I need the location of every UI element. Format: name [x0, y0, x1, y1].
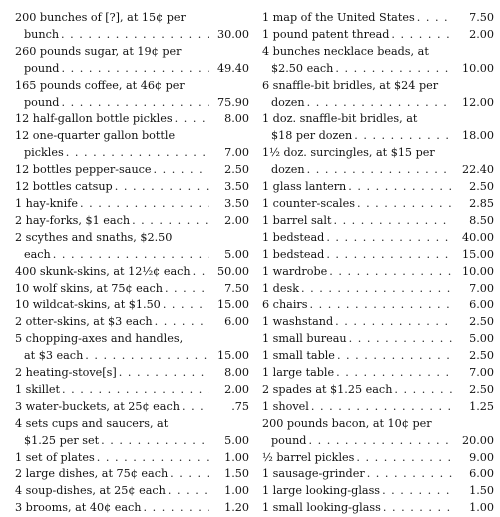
- item-amount: 1.00: [469, 501, 494, 515]
- leader-dots: [61, 27, 209, 44]
- list-item: [15, 483, 249, 500]
- list-item: [262, 10, 494, 27]
- item-amount: .75: [231, 399, 249, 413]
- item-description: pound: [24, 61, 60, 75]
- item-line: [15, 61, 249, 78]
- item-line: [262, 111, 494, 128]
- item-description: 3 brooms, at 40¢ each: [15, 501, 142, 515]
- list-item: [262, 281, 494, 298]
- item-description: 1 set of plates: [15, 450, 95, 464]
- item-line: [262, 27, 494, 44]
- item-amount: 75.90: [216, 95, 249, 109]
- list-item: [15, 450, 249, 467]
- leader-dots: [85, 348, 209, 365]
- leader-dots: [307, 95, 452, 112]
- item-description: 4 soup-dishes, at 25¢ each: [15, 484, 166, 498]
- item-description: 260 pounds sugar, at 19¢ per: [15, 44, 182, 58]
- leader-dots: [308, 433, 452, 450]
- item-line: [262, 78, 494, 95]
- list-item: [262, 179, 494, 196]
- item-description: 1 pound patent thread: [262, 27, 390, 41]
- item-description: 1 large table: [262, 366, 335, 380]
- leader-dots: [61, 61, 209, 78]
- item-amount: 15.00: [216, 298, 249, 312]
- leader-dots: [301, 281, 452, 298]
- item-amount: 6.00: [224, 315, 249, 329]
- item-line: [15, 145, 249, 162]
- item-amount: 7.00: [469, 366, 494, 380]
- leader-dots: [61, 95, 209, 112]
- list-item: [15, 382, 249, 399]
- leader-dots: [382, 483, 452, 500]
- list-item: [15, 466, 249, 483]
- item-amount: 8.00: [224, 366, 249, 380]
- item-amount: 20.00: [461, 433, 494, 447]
- item-line: [262, 44, 494, 61]
- list-item: [15, 213, 249, 230]
- item-line: [262, 213, 494, 230]
- item-line: [15, 466, 249, 483]
- leader-dots: [348, 179, 452, 196]
- item-description: 12 one-quarter gallon bottle: [15, 129, 176, 143]
- item-description: 1 counter-scales: [262, 196, 355, 210]
- item-line: [15, 247, 249, 264]
- leader-dots: [182, 399, 209, 416]
- item-description: 3 water-buckets, at 25¢ each: [15, 399, 180, 413]
- item-amount: 15.00: [461, 247, 494, 261]
- item-description: $18 per dozen: [271, 129, 353, 143]
- leader-dots: [356, 450, 452, 467]
- list-item: [15, 314, 249, 331]
- leader-dots: [336, 365, 452, 382]
- list-item: [15, 264, 249, 281]
- item-line: [15, 483, 249, 500]
- leader-dots: [66, 145, 209, 162]
- item-description: 1 small looking-glass: [262, 501, 381, 515]
- item-line: [262, 382, 494, 399]
- item-description: 1 map of the United States: [262, 11, 415, 24]
- leader-dots: [168, 483, 209, 500]
- item-amount: 6.00: [469, 467, 494, 481]
- leader-dots: [154, 162, 209, 179]
- item-description: pound: [271, 433, 307, 447]
- item-amount: 18.00: [461, 129, 494, 143]
- item-description: 1½ doz. surcingles, at $15 per: [262, 146, 435, 160]
- item-line: [262, 450, 494, 467]
- item-description: 1 hay-knife: [15, 196, 78, 210]
- list-item: [15, 281, 249, 298]
- item-amount: 9.00: [469, 450, 494, 464]
- item-line: [15, 416, 249, 433]
- leader-dots: [367, 466, 452, 483]
- list-item: [262, 466, 494, 483]
- item-description: 2 large dishes, at 75¢ each: [15, 467, 169, 481]
- leader-dots: [97, 450, 209, 467]
- item-amount: 2.00: [224, 213, 249, 227]
- list-item: [262, 230, 494, 247]
- item-line: [262, 416, 494, 433]
- leader-dots: [115, 179, 209, 196]
- item-amount: 2.50: [224, 163, 249, 177]
- leader-dots: [335, 61, 452, 78]
- list-item: [15, 331, 249, 365]
- item-description: 2 hay-forks, $1 each: [15, 213, 131, 227]
- item-amount: 3.50: [224, 196, 249, 210]
- leader-dots: [329, 264, 452, 281]
- item-line: [15, 95, 249, 112]
- item-description: 1 bedstead: [262, 230, 325, 244]
- item-description: 12 bottles pepper-sauce: [15, 163, 152, 177]
- item-description: 1 sausage-grinder: [262, 467, 365, 481]
- item-line: [15, 111, 249, 128]
- leader-dots: [53, 247, 209, 264]
- leader-dots: [391, 27, 452, 44]
- item-amount: 1.50: [469, 484, 494, 498]
- leader-dots: [307, 162, 452, 179]
- item-description: 165 pounds coffee, at 46¢ per: [15, 78, 185, 92]
- item-description: 1 washstand: [262, 315, 334, 329]
- leader-dots: [357, 196, 452, 213]
- item-amount: 10.00: [461, 264, 494, 278]
- leader-dots: [326, 247, 452, 264]
- item-description: 200 pounds bacon, at 10¢ per: [262, 416, 432, 430]
- leader-dots: [337, 348, 452, 365]
- item-amount: 1.50: [224, 467, 249, 481]
- item-amount: 50.00: [216, 264, 249, 278]
- leader-dots: [394, 382, 452, 399]
- leader-dots: [193, 264, 209, 281]
- item-amount: 22.40: [461, 163, 494, 177]
- list-item: [262, 264, 494, 281]
- item-amount: 5.00: [224, 247, 249, 261]
- list-item: [262, 483, 494, 500]
- list-item: [15, 230, 249, 264]
- item-description: 1 skillet: [15, 382, 61, 396]
- item-line: [262, 10, 494, 27]
- item-description: 1 large looking-glass: [262, 484, 381, 498]
- leader-dots: [119, 365, 209, 382]
- item-description: each: [24, 247, 51, 261]
- list-item: [262, 331, 494, 348]
- item-line: [262, 264, 494, 281]
- item-line: [15, 179, 249, 196]
- list-item: [262, 111, 494, 145]
- item-amount: 2.50: [469, 315, 494, 329]
- leader-dots: [144, 500, 209, 517]
- item-description: 1 desk: [262, 281, 299, 295]
- leader-dots: [383, 500, 452, 517]
- item-description: ½ barrel pickles: [262, 450, 355, 464]
- leader-dots: [175, 111, 209, 128]
- item-description: at $3 each: [24, 349, 84, 363]
- leader-dots: [165, 281, 209, 298]
- item-line: [262, 95, 494, 112]
- list-item: [15, 297, 249, 314]
- item-line: [15, 10, 249, 27]
- item-line: [262, 196, 494, 213]
- list-item: [15, 78, 249, 112]
- item-amount: 30.00: [216, 27, 249, 41]
- item-amount: 2.85: [469, 196, 494, 210]
- item-amount: 10.00: [461, 61, 494, 75]
- item-line: [262, 230, 494, 247]
- list-item: [15, 500, 249, 517]
- item-line: [262, 500, 494, 517]
- list-item: [262, 416, 494, 450]
- leader-dots: [170, 466, 209, 483]
- item-amount: 8.50: [469, 213, 494, 227]
- item-amount: 1.00: [224, 450, 249, 464]
- item-line: [15, 128, 249, 145]
- item-description: 2 otter-skins, at $3 each: [15, 315, 153, 329]
- item-line: [15, 450, 249, 467]
- list-item: [262, 399, 494, 416]
- leader-dots: [311, 399, 452, 416]
- list-item: [262, 500, 494, 517]
- list-item: [262, 247, 494, 264]
- item-line: [15, 382, 249, 399]
- item-line: [15, 44, 249, 61]
- item-description: 5 chopping-axes and handles,: [15, 332, 184, 346]
- list-item: [262, 196, 494, 213]
- list-item: [15, 399, 249, 416]
- leader-dots: [309, 297, 452, 314]
- item-description: 1 doz. snaffle-bit bridles, at: [262, 112, 418, 126]
- item-line: [15, 433, 249, 450]
- list-item: [262, 365, 494, 382]
- item-amount: 2.00: [224, 382, 249, 396]
- item-description: 12 half-gallon bottle pickles: [15, 112, 173, 126]
- list-item: [262, 78, 494, 112]
- item-amount: 40.00: [461, 230, 494, 244]
- item-description: bunch: [24, 27, 60, 41]
- item-description: $2.50 each: [271, 61, 334, 75]
- item-line: [15, 314, 249, 331]
- list-item: [262, 314, 494, 331]
- item-amount: 1.20: [224, 501, 249, 515]
- leader-dots: [335, 314, 452, 331]
- item-description: 1 small table: [262, 349, 335, 363]
- list-item: [262, 44, 494, 78]
- list-item: [15, 179, 249, 196]
- item-line: [15, 213, 249, 230]
- item-amount: 1.25: [469, 399, 494, 413]
- item-description: 2 scythes and snaths, $2.50: [15, 230, 173, 244]
- item-amount: 7.00: [469, 281, 494, 295]
- item-description: dozen: [271, 95, 305, 109]
- item-line: [262, 331, 494, 348]
- leader-dots: [163, 297, 209, 314]
- item-line: [262, 483, 494, 500]
- item-line: [15, 78, 249, 95]
- list-item: [15, 196, 249, 213]
- right-column: [262, 10, 494, 517]
- item-description: 1 wardrobe: [262, 264, 328, 278]
- item-amount: 5.00: [224, 433, 249, 447]
- list-item: [262, 213, 494, 230]
- item-description: 4 sets cups and saucers, at: [15, 416, 169, 430]
- leader-dots: [80, 196, 209, 213]
- item-description: 2 spades at $1.25 each: [262, 382, 393, 396]
- left-column: [15, 10, 249, 517]
- item-line: [262, 128, 494, 145]
- leader-dots: [333, 213, 452, 230]
- leader-dots: [326, 230, 452, 247]
- item-amount: 5.00: [469, 332, 494, 346]
- item-line: [15, 297, 249, 314]
- item-description: 2 heating-stove[s]: [15, 366, 117, 380]
- item-line: [262, 145, 494, 162]
- item-description: 10 wolf skins, at 75¢ each: [15, 281, 163, 295]
- item-description: 12 bottles catsup: [15, 180, 113, 194]
- item-line: [262, 297, 494, 314]
- item-description: 4 bunches necklace beads, at: [262, 44, 429, 58]
- item-line: [262, 162, 494, 179]
- item-line: [15, 281, 249, 298]
- item-amount: 49.40: [216, 61, 249, 75]
- item-description: 1 barrel salt: [262, 213, 332, 227]
- list-item: [15, 44, 249, 78]
- item-line: [15, 162, 249, 179]
- list-item: [262, 145, 494, 179]
- item-description: pound: [24, 95, 60, 109]
- item-amount: 2.50: [469, 349, 494, 363]
- list-item: [262, 382, 494, 399]
- list-item: [15, 10, 249, 44]
- item-line: [262, 281, 494, 298]
- leader-dots: [132, 213, 209, 230]
- item-line: [262, 399, 494, 416]
- item-amount: 12.00: [461, 95, 494, 109]
- item-line: [15, 365, 249, 382]
- item-amount: 6.00: [469, 298, 494, 312]
- item-description: 200 bunches of [?], at 15¢ per: [15, 11, 186, 24]
- leader-dots: [417, 10, 452, 27]
- item-amount: 3.50: [224, 180, 249, 194]
- item-line: [15, 348, 249, 365]
- leader-dots: [62, 382, 209, 399]
- list-item: [262, 27, 494, 44]
- item-amount: 7.00: [224, 146, 249, 160]
- item-description: 1 glass lantern: [262, 180, 347, 194]
- list-item: [262, 348, 494, 365]
- item-amount: 7.50: [469, 11, 494, 24]
- item-description: 10 wildcat-skins, at $1.50: [15, 298, 161, 312]
- item-line: [15, 500, 249, 517]
- item-amount: 8.00: [224, 112, 249, 126]
- list-item: [15, 162, 249, 179]
- item-amount: 2.50: [469, 382, 494, 396]
- item-line: [15, 331, 249, 348]
- item-line: [262, 433, 494, 450]
- item-line: [262, 365, 494, 382]
- leader-dots: [155, 314, 209, 331]
- list-item: [15, 111, 249, 128]
- item-line: [262, 179, 494, 196]
- item-line: [262, 247, 494, 264]
- item-description: pickles: [24, 146, 64, 160]
- list-item: [15, 365, 249, 382]
- item-amount: 7.50: [224, 281, 249, 295]
- item-line: [15, 27, 249, 44]
- item-line: [15, 196, 249, 213]
- item-description: 6 snaffle-bit bridles, at $24 per: [262, 78, 439, 92]
- item-line: [262, 348, 494, 365]
- item-description: 6 chairs: [262, 298, 308, 312]
- item-description: $1.25 per set: [24, 433, 100, 447]
- item-line: [15, 399, 249, 416]
- item-line: [15, 230, 249, 247]
- leader-dots: [101, 433, 209, 450]
- item-amount: 2.00: [469, 27, 494, 41]
- item-description: 1 bedstead: [262, 247, 325, 261]
- list-item: [262, 450, 494, 467]
- item-description: 1 shovel: [262, 399, 309, 413]
- list-item: [15, 416, 249, 450]
- item-line: [262, 61, 494, 78]
- item-description: 1 small bureau: [262, 332, 347, 346]
- item-amount: 2.50: [469, 180, 494, 194]
- item-line: [15, 264, 249, 281]
- item-description: 400 skunk-skins, at 12½¢ each: [15, 264, 191, 278]
- item-line: [262, 314, 494, 331]
- item-amount: 1.00: [224, 484, 249, 498]
- item-line: [262, 466, 494, 483]
- leader-dots: [354, 128, 452, 145]
- leader-dots: [349, 331, 452, 348]
- item-amount: 15.00: [216, 349, 249, 363]
- item-description: dozen: [271, 163, 305, 177]
- list-item: [15, 128, 249, 162]
- list-item: [262, 297, 494, 314]
